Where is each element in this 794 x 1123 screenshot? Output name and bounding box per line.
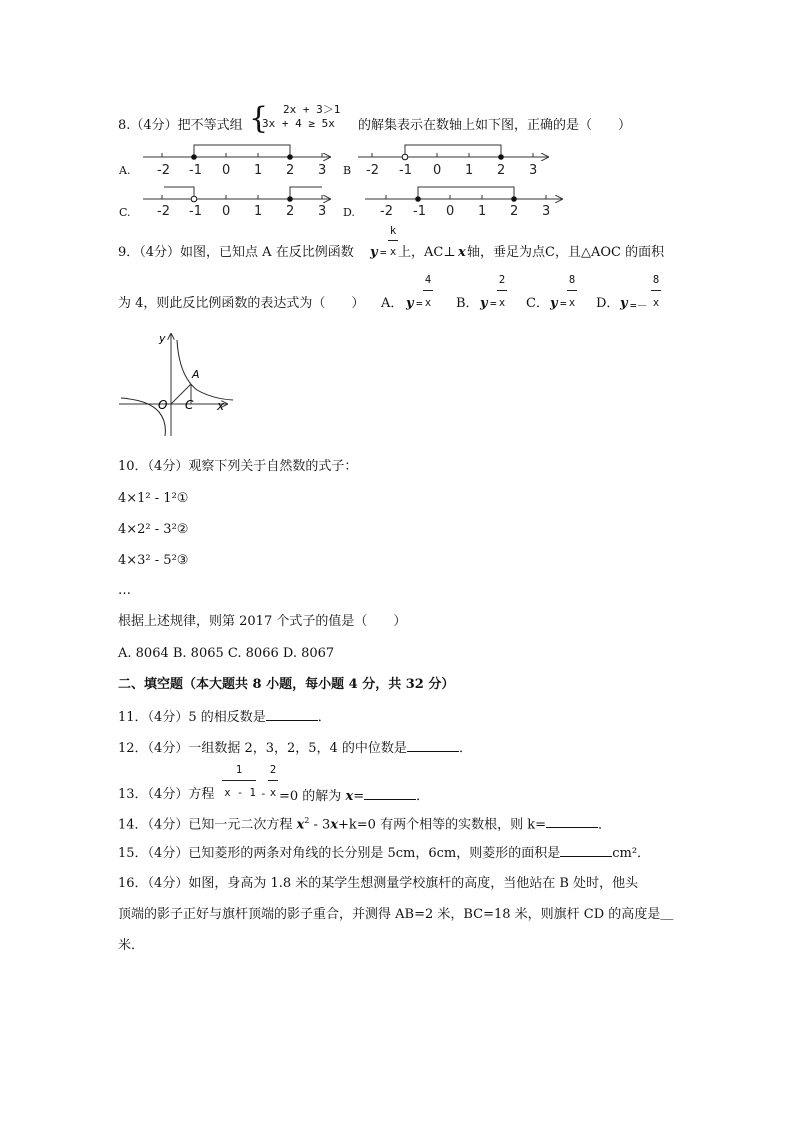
number-line-figures	[0, 0, 794, 240]
svg-text:-1: -1	[189, 204, 202, 219]
q11: 11．（4分）5 的相反数是 ．	[118, 710, 331, 725]
svg-text:-1: -1	[189, 163, 202, 178]
svg-text:3: 3	[529, 163, 538, 178]
svg-text:0: 0	[446, 204, 455, 219]
number-line-d	[365, 187, 562, 219]
q15: 15．（4分）已知菱形的两条对角线的长分别是 5cm，6cm，则菱形的面积是 cm²．	[118, 846, 651, 861]
svg-text:-2: -2	[157, 204, 170, 219]
number-line-b	[358, 145, 548, 178]
svg-text:3: 3	[318, 204, 327, 219]
q14: 14．（4分）已知一元二次方程 $x^2 - 3x+k=0$ 有两个相等的实数根，则 k= ．	[118, 816, 611, 833]
q9-opt-a[interactable]: A．	[381, 296, 404, 311]
q9-opt-d[interactable]: D．	[596, 296, 620, 311]
q15-answer-blank[interactable]	[560, 844, 612, 857]
q12: 12．（4分）一组数据 2，3，2，5，4 的中位数是 ．	[118, 741, 472, 756]
q13-den1: x - 1	[224, 787, 256, 799]
q13-prefix: 13．（4分）方程	[118, 787, 215, 802]
q14-answer-blank[interactable]	[546, 815, 598, 828]
q10-line-1: 4×1² - 1²①	[118, 491, 189, 506]
graph-a-label: A	[192, 368, 200, 381]
q9-opt-c-num: 8	[568, 274, 576, 286]
svg-text:2: 2	[510, 204, 519, 219]
option-a-label[interactable]: A.	[119, 164, 131, 177]
q13-tail: =0 的解为 x= ．	[279, 789, 430, 804]
q9-opt-b[interactable]: B．	[456, 296, 479, 311]
q11-answer-blank[interactable]	[266, 708, 318, 721]
q8-suffix: 的解集表示在数轴上如下图，正确的是（ ）	[358, 118, 632, 133]
svg-text:2: 2	[286, 163, 295, 178]
q9-opt-b-num: 2	[498, 274, 506, 286]
q10-ellipsis: …	[118, 583, 131, 598]
svg-text:1: 1	[254, 204, 263, 219]
q10-question: 根据上述规律，则第 2017 个式子的值是（ ）	[118, 614, 407, 629]
svg-text:2: 2	[286, 204, 295, 219]
q10-options[interactable]: A. 8064 B. 8065 C. 8066 D. 8067	[118, 646, 335, 661]
svg-text:1: 1	[478, 204, 487, 219]
q10-title: 10．（4分）观察下列关于自然数的式子：	[118, 459, 358, 474]
svg-text:-1: -1	[413, 204, 426, 219]
svg-text:-2: -2	[380, 204, 393, 219]
q9-line1-b: 上，AC⊥	[398, 245, 456, 260]
number-line-a	[143, 145, 330, 178]
brace: {	[249, 101, 269, 136]
q16-line2: 顶端的影子正好与旗杆顶端的影子重合，并测得 AB=2 米，BC=18 米，则旗杆 CD 的高度是＿	[118, 907, 674, 922]
q10-line-2: 4×2² - 3²②	[118, 522, 189, 537]
a-tick: -2	[157, 163, 170, 178]
graph-origin: O	[158, 398, 168, 412]
q9-line2: 为 4，则此反比例函数的表达式为（ ）	[118, 296, 365, 311]
q13-num1: 1	[235, 764, 243, 776]
number-line-c	[143, 187, 330, 219]
q16-line3: 米．	[118, 938, 145, 953]
svg-text:2: 2	[497, 163, 506, 178]
svg-text:-1: -1	[399, 163, 412, 178]
q8-ineq1: 2x + 3＞1	[283, 103, 341, 116]
q9-eq: =	[380, 246, 387, 259]
svg-text:3: 3	[542, 204, 551, 219]
svg-text:0: 0	[222, 204, 231, 219]
q13-den2: x	[269, 787, 277, 799]
q9-opt-c[interactable]: C．	[526, 296, 549, 311]
q9-x: x	[389, 246, 397, 258]
q9-line1-d: 轴，垂足为点C，且△AOC 的面积	[467, 245, 665, 260]
option-d-label[interactable]: D.	[343, 206, 355, 219]
q9-opt-d-num: 8	[652, 274, 660, 286]
q8-ineq2: 3x + 4 ≥ 5x	[262, 117, 335, 130]
graph-x-label: x	[217, 399, 225, 413]
svg-text:1: 1	[465, 163, 474, 178]
q13-num2: 2	[269, 764, 277, 776]
graph-c-label: C	[185, 398, 194, 412]
svg-text:1: 1	[254, 163, 263, 178]
q12-answer-blank[interactable]	[407, 739, 459, 752]
q9-line1-a: 9．（4分）如图，已知点 A 在反比例函数	[118, 245, 354, 260]
svg-text:0: 0	[222, 163, 231, 178]
q9-opt-a-num: 4	[424, 274, 432, 286]
q8-prefix: 8.（4分）把不等式组	[118, 118, 243, 133]
svg-text:-2: -2	[366, 163, 379, 178]
q9-k: k	[389, 225, 397, 237]
option-c-label[interactable]: C.	[119, 206, 131, 219]
q9-x-axis: x	[458, 245, 466, 260]
q13-answer-blank[interactable]	[364, 787, 416, 800]
q9-y: y	[370, 245, 378, 260]
q10-line-3: 4×3² - 5²③	[118, 553, 189, 568]
graph-y-label: y	[159, 332, 166, 345]
svg-text:0: 0	[433, 163, 442, 178]
option-b-label[interactable]: B	[343, 164, 352, 177]
q9-frac-line	[388, 240, 398, 241]
q16-line1: 16．（4分）如图，身高为 1.8 米的某学生想测量学校旗杆的高度，当他站在 B 处时，他头	[118, 876, 639, 891]
hyperbola-graph	[115, 328, 240, 440]
section-heading: 二、填空题（本大题共 8 小题，每小题 4 分，共 32 分）	[118, 677, 455, 692]
svg-text:3: 3	[318, 163, 327, 178]
